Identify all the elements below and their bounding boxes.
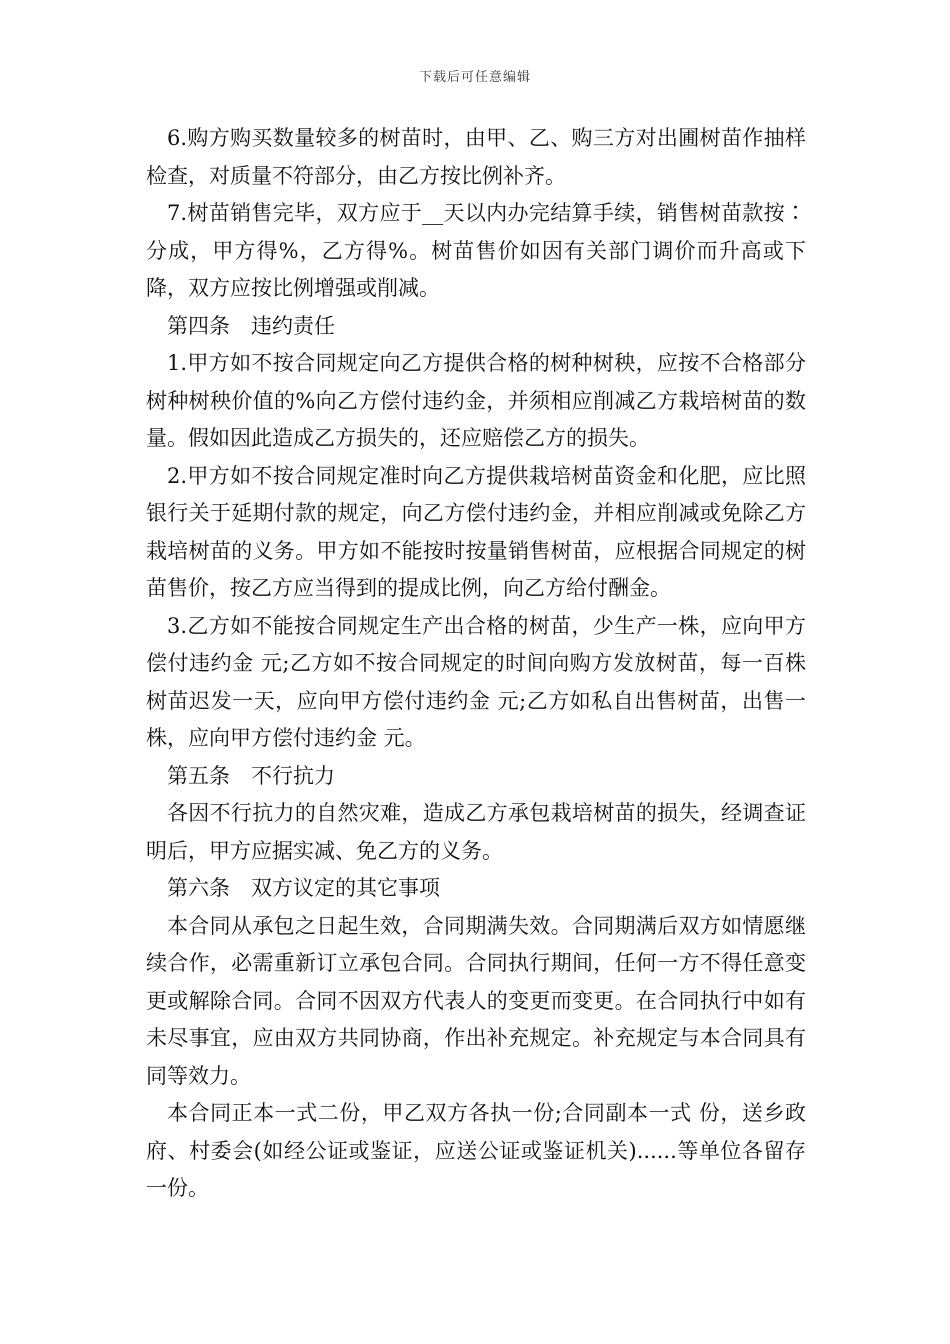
article-6-heading: 第六条 双方议定的其它事项 <box>167 876 440 900</box>
article-6-paragraph-2: 本合同正本一式二份，甲乙双方各执一份;合同副本一式 份，送乡政府、村委会(如经公证或鉴证，应送公证或鉴证机关)......等单位各留存一份。 <box>146 1101 806 1200</box>
article-6-paragraph-1: 本合同从承包之日起生效，合同期满失效。合同期满后双方如情愿继续合作，必需重新订立承包合同。合同执行期间，任何一方不得任意变更或解除合同。合同不因双方代表人的变更而变更。在合同执行中如有未尽事宜，应由双方共同协商，作出补充规定。补充规定与本合同具有同等效力。 <box>146 913 806 1088</box>
article-4-heading: 第四条 违约责任 <box>167 313 335 338</box>
clause-6-paragraph: 6.购方购买数量较多的树苗时，由甲、乙、购三方对出圃树苗作抽样检查，对质量不符部分，由乙方按比例补齐。 <box>146 126 806 188</box>
article-4-item-2: 2.甲方如不按合同规定准时向乙方提供栽培树苗资金和化肥，应比照银行关于延期付款的规定，向乙方偿付违约金，并相应削减或免除乙方栽培树苗的义务。甲方如不能按时按量销售树苗，应根据合同规定的树苗售价，按乙方应当得到的提成比例，向乙方给付酬金。 <box>146 463 806 600</box>
article-4-item-1: 1.甲方如不按合同规定向乙方提供合格的树种树秧，应按不合格部分树种树秧价值的%向乙方偿付违约金，并须相应削减乙方栽培树苗的数量。假如因此造成乙方损失的，还应赔偿乙方的损失。 <box>146 351 806 450</box>
document-body <box>146 120 806 1208</box>
article-5-heading: 第五条 不行抗力 <box>167 763 335 788</box>
clause-7-paragraph: 7.树苗销售完毕，双方应于__天以内办完结算手续，销售树苗款按∶分成，甲方得%，乙方得%。树苗售价如因有关部门调价而升高或下降，双方应按比例增强或削减。 <box>146 201 806 300</box>
page-header: 下载后可任意编辑 <box>418 70 531 85</box>
article-5-paragraph: 各因不行抗力的自然灾难，造成乙方承包栽培树苗的损失，经调查证明后，甲方应据实减、免乙方的义务。 <box>146 801 806 863</box>
article-4-item-3: 3.乙方如不能按合同规定生产出合格的树苗，少生产一株，应向甲方偿付违约金 元;乙方如不按合同规定的时间向购方发放树苗，每一百株树苗迟发一天，应向甲方偿付违约金 元;乙方如私自出售树苗，出售一株，应向甲方偿付违约金 元。 <box>146 613 806 750</box>
